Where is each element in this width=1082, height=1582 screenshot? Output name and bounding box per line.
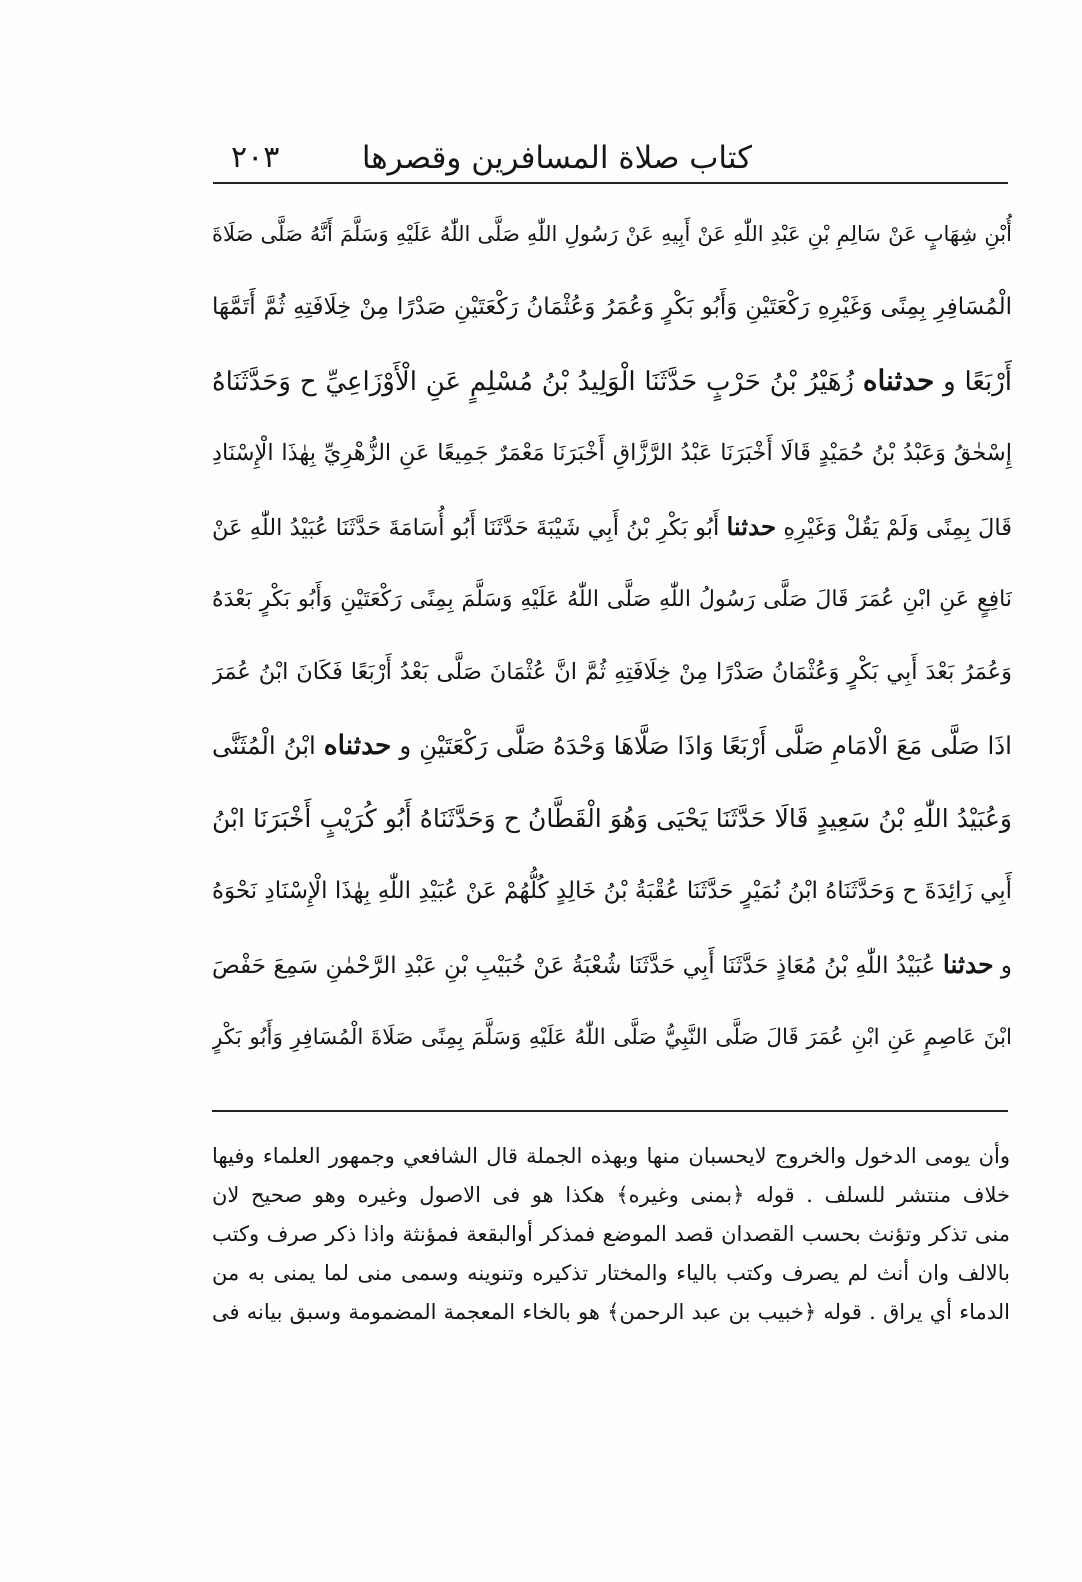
text-line [212,636,1012,709]
text-line-content: عُبَيْدُ اللّٰهِ بْنُ مُعَاذٍ حَدَّثَنَا أَبِي حَدَّثَنَا شُعْبَةُ عَنْ خُبَيْبِ بْنِ عَبْدِ الرَّحْمٰنِ سَمِعَ حَفْصَ [212,953,936,979]
text-line [212,271,1012,344]
text-line [212,417,1012,490]
footnote-divider [212,1110,1008,1112]
text-line-content: اذَا صَلَّى مَعَ الْامَامِ صَلَّى أَرْبَعًا وَاذَا صَلَّاهَا وَحْدَهُ صَلَّى رَكْعَتَيْنِ و [399,731,1012,760]
text-line [212,198,1012,271]
text-line [212,855,1012,928]
text-line-content: وَعُبَيْدُ اللّٰهِ بْنُ سَعِيدٍ قَالَا حَدَّثَنَا يَحْيَى وَهُوَ الْقَطَّانُ ح وَحَدَّثَنَاهُ أَبُو كُرَيْبٍ أَخْبَرَنَا ابْنُ [212,804,1012,833]
narration-marker: حدثناه [862,364,935,397]
commentary-line: الدماء أي يراق . قوله ﴿خبيب بن عبد الرحمن﴾ هو بالخاء المعجمة المضمومة وسبق بيانه فى [212,1300,1010,1324]
text-line [212,344,1012,417]
page-number: ٢٠٣ [231,140,280,175]
header-divider [213,182,1008,184]
text-line-content: ابْنَ عَاصِمٍ عَنِ ابْنِ عُمَرَ قَالَ صَلَّى النَّبِيُّ صَلَّى اللّٰهُ عَلَيْهِ وَسَلَّمَ بِمِنًى صَلَاةَ الْمُسَافِرِ وَأَبُو بَكْرٍ [212,1025,1012,1050]
text-line-content: أَبُو بَكْرِ بْنُ أَبِي شَيْبَةَ حَدَّثَنَا أَبُو أُسَامَةَ حَدَّثَنَا عُبَيْدُ اللّٰهِ عَنْ [212,515,720,541]
text-line-content: أَرْبَعًا و [943,367,1012,397]
text-line-content: أُبْنِ شِهَابٍ عَنْ سَالِمِ بْنِ عَبْدِ اللّٰهِ عَنْ أَبِيهِ عَنْ رَسُولِ اللّٰهِ صَلَّى اللّٰهُ عَلَيْهِ وَسَلَّمَ أَنَّهُ صَلَّى صَلَاةَ [212,222,1012,246]
text-line [212,782,1012,855]
narration-marker: حدثنا [942,950,994,979]
text-line-content: ابْنُ الْمُثَنَّى [212,731,316,760]
commentary-line: خلاف منتشر للسلف . قوله ﴿بمنى وغيره﴾ هكذا هو فى الاصول وغيره وهو صحيح لان [212,1183,1010,1207]
narration-marker: حدثنا [726,512,777,541]
text-line-content: نَافِعٍ عَنِ ابْنِ عُمَرَ قَالَ صَلَّى رَسُولُ اللّٰهِ صَلَّى اللّٰهُ عَلَيْهِ وَسَلَّمَ بِمِنًى رَكْعَتَيْنِ وَأَبُو بَكْرٍ بَعْدَهُ [212,587,1012,612]
text-line [212,563,1012,636]
commentary-line: بالالف وان أنث لم يصرف وكتب بالياء والمختار تذكيره وتنوينه وسمى منى لما يمنى به من [212,1261,1010,1285]
text-line [212,490,1012,563]
text-line [212,709,1012,782]
text-line-content: إِسْحٰقُ وَعَبْدُ بْنُ حُمَيْدٍ قَالَا أَخْبَرَنَا عَبْدُ الرَّزَّاقِ أَخْبَرَنَا مَعْمَرٌ جَمِيعًا عَنِ الزُّهْرِيِّ بِهٰذَا الْإِسْنَادِ [212,440,1012,466]
commentary-line: وأن يومى الدخول والخروج لايحسبان منها وبهذه الجملة قال الشافعي وجمهور العلماء وفيها [212,1144,1010,1168]
text-line [212,1001,1012,1074]
text-line-content: الْمُسَافِرِ بِمِنًى وَغَيْرِهِ رَكْعَتَيْنِ وَأَبُو بَكْرٍ وَعُمَرُ وَعُثْمَانُ رَكْعَتَيْنِ صَدْرًا مِنْ خِلَافَتِهِ ثُمَّ أَتَمَّهَا [212,294,1012,320]
text-line-content: وَعُمَرُ بَعْدَ أَبِي بَكْرٍ وَعُثْمَانُ صَدْرًا مِنْ خِلَافَتِهِ ثُمَّ انَّ عُثْمَانَ صَلَّى بَعْدُ أَرْبَعًا فَكَانَ ابْنُ عُمَرَ [212,659,1012,685]
page-header [215,135,1007,181]
commentary-block [212,1137,1010,1332]
main-text-block [212,198,1012,1074]
commentary-line: منى تذكر وتؤنث بحسب القصدان قصد الموضع فمذكر أوالبقعة فمؤنثة واذا ذكر صرف وكتب [212,1222,1010,1246]
text-line-content: قَالَ بِمِنًى وَلَمْ يَقُلْ وَغَيْرِهِ [783,515,1012,541]
narration-marker: حدثناه [323,730,392,761]
text-line [212,928,1012,1001]
text-line-content: زُهَيْرُ بْنُ حَرْبٍ حَدَّثَنَا الْوَلِيدُ بْنُ مُسْلِمٍ عَنِ الْأَوْزَاعِيِّ ح وَحَدَّثَنَاهُ [212,367,855,397]
chapter-title: كتاب صلاة المسافرين وقصرها [361,140,752,176]
text-line-content: أَبِي زَائِدَةَ ح وَحَدَّثَنَاهُ ابْنُ نُمَيْرٍ حَدَّثَنَا عُقْبَةُ بْنُ خَالِدٍ كُلُّهُمْ عَنْ عُبَيْدِ اللّٰهِ بِهٰذَا الْإِسْنَادِ نَحْوَهُ [212,878,1012,904]
text-line-content: و [1000,953,1012,979]
